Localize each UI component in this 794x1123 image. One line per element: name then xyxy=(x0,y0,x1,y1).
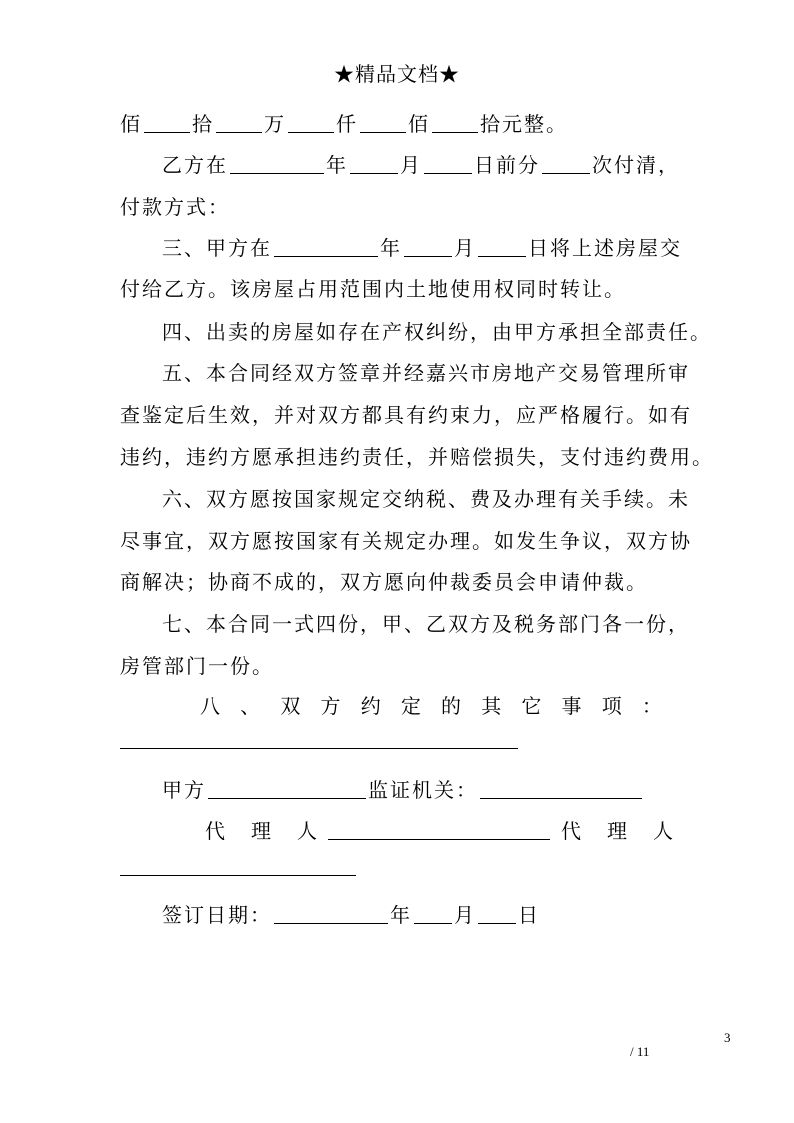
page-header: ★精品文档★ xyxy=(334,62,460,86)
clause-six: 六、双方愿按国家规定交纳税、费及办理有关手续。未 xyxy=(162,487,690,511)
payment-method: 付款方式： xyxy=(120,195,230,219)
amount-line: 佰 拾 万 仟 佰 拾元整。 xyxy=(120,112,568,136)
agent-line: 代 理 人 代 理 人 xyxy=(205,819,673,843)
clause-five-cont-1: 查鉴定后生效，并对双方都具有约束力，应严格履行。如有 xyxy=(120,403,692,427)
agent-blank-line xyxy=(120,875,356,876)
clause-six-cont-2: 商解决；协商不成的，双方愿向仲裁委员会申请仲裁。 xyxy=(120,570,648,594)
clause-five: 五、本合同经双方签章并经嘉兴市房地产交易管理所审 xyxy=(162,361,690,385)
party-a-line: 甲方 监证机关： xyxy=(162,774,644,803)
clause-three-line: 三、甲方在 年 月 日将上述房屋交 xyxy=(162,236,682,260)
blank-line xyxy=(120,748,518,749)
payment-date-line: 乙方在 年 月 日前分 次付清， xyxy=(162,153,680,177)
page-number: 3 xyxy=(724,1030,731,1045)
clause-three-cont: 付给乙方。该房屋占用范围内土地使用权同时转让。 xyxy=(120,277,626,301)
clause-eight: 八 、 双 方 约 定 的 其 它 事 项 ： xyxy=(200,694,662,718)
clause-seven-cont: 房管部门一份。 xyxy=(120,654,274,678)
clause-five-cont-2: 违约，违约方愿承担违约责任，并赔偿损失，支付违约费用。 xyxy=(120,445,714,469)
clause-seven: 七、本合同一式四份，甲、乙双方及税务部门各一份， xyxy=(162,612,690,636)
page-total: / 11 xyxy=(630,1044,650,1059)
clause-four: 四、出卖的房屋如存在产权纠纷，由甲方承担全部责任。 xyxy=(162,320,712,344)
clause-six-cont-1: 尽事宜，双方愿按国家有关规定办理。如发生争议，双方协 xyxy=(120,529,692,553)
signing-date-line: 签订日期： 年 月 日 xyxy=(162,903,540,927)
